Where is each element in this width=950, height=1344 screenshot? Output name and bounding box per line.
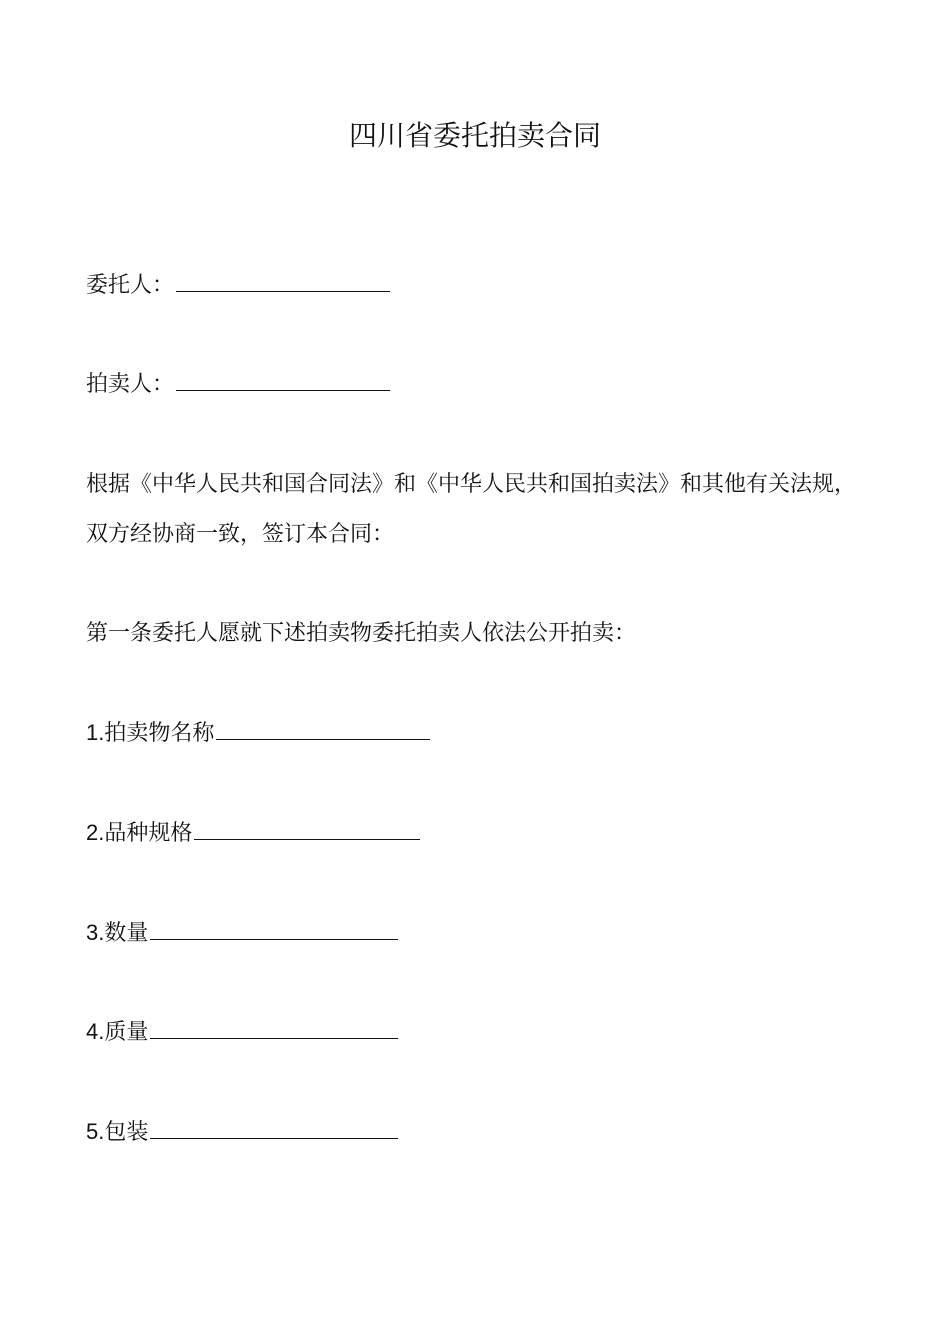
item-3-number: 3. (86, 920, 105, 945)
item-5-blank[interactable] (150, 1118, 398, 1139)
item-1-label: 拍卖物名称 (104, 721, 215, 746)
auctioneer-line (86, 360, 390, 410)
article-1: 第一条委托人愿就下述拍卖物委托拍卖人依法公开拍卖： (86, 621, 637, 646)
item-1-number: 1. (86, 720, 105, 745)
client-line (86, 261, 390, 311)
item-3-line (86, 908, 398, 959)
item-2-label: 品种规格 (104, 821, 193, 846)
preamble-paragraph: 根据《中华人民共和国合同法》和《中华人民共和国拍卖法》和其他有关法规，双方经协商一致，签订本合同： (86, 472, 857, 547)
item-4-number: 4. (86, 1019, 105, 1044)
item-4-blank[interactable] (150, 1018, 398, 1039)
item-4-line (86, 1007, 398, 1058)
item-5-number: 5. (86, 1119, 105, 1144)
document-title: 四川省委托拍卖合同 (348, 119, 601, 152)
client-blank[interactable] (176, 271, 390, 292)
item-2-blank[interactable] (194, 819, 420, 840)
client-label: 委托人： (86, 273, 175, 298)
item-1-line (86, 708, 430, 759)
auctioneer-label: 拍卖人： (86, 372, 175, 397)
item-4-label: 质量 (104, 1020, 149, 1045)
item-3-blank[interactable] (150, 919, 398, 940)
item-2-line (86, 808, 420, 859)
item-2-number: 2. (86, 820, 105, 845)
auctioneer-blank[interactable] (176, 370, 390, 391)
item-5-label: 包装 (104, 1120, 149, 1145)
item-1-blank[interactable] (216, 719, 430, 740)
item-3-label: 数量 (104, 921, 149, 946)
item-5-line (86, 1107, 398, 1158)
